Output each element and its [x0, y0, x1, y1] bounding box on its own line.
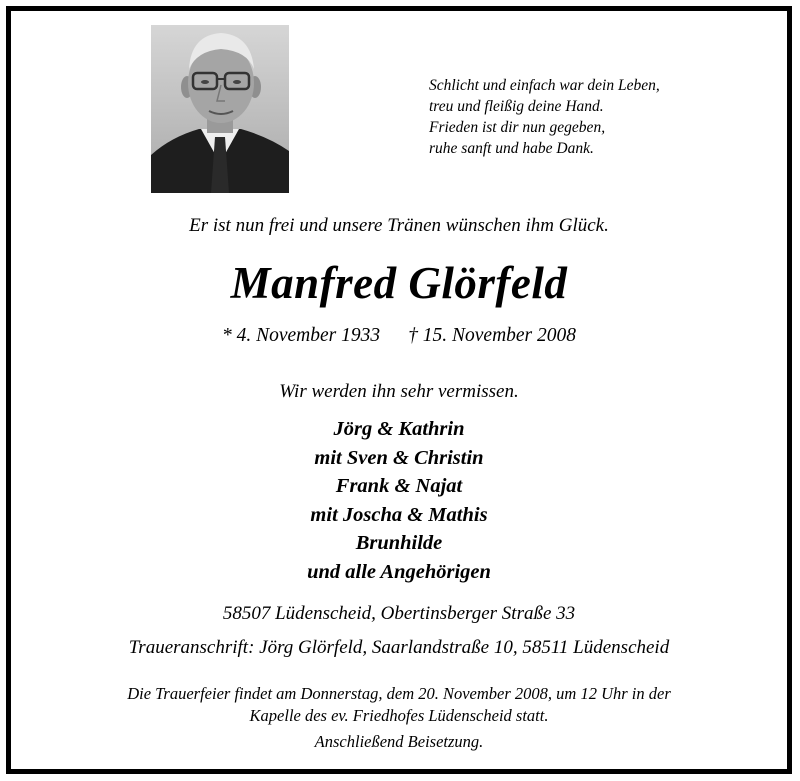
portrait-photo-icon	[151, 25, 289, 193]
mourner-line: und alle Angehörigen	[307, 560, 491, 583]
mourner-line: Frank & Najat	[335, 475, 463, 498]
birth-date: * 4. November 1933	[221, 325, 381, 346]
portrait-photo	[151, 25, 289, 193]
poem-line: Schlicht und einfach war dein Leben,	[429, 77, 660, 94]
service-line: Kapelle des ev. Friedhofes Lüdenscheid statt.	[249, 706, 549, 725]
mourners-list	[11, 415, 787, 587]
poem	[429, 75, 660, 159]
service-line: Die Trauerfeier findet am Donnerstag, dem 20. November 2008, um 12 Uhr in der	[127, 684, 671, 703]
poem-line: treu und fleißig deine Hand.	[429, 98, 604, 115]
mourner-line: mit Sven & Christin	[314, 446, 484, 469]
miss-text: Wir werden ihn sehr vermissen.	[279, 381, 519, 402]
mourner-line: Jörg & Kathrin	[333, 418, 465, 440]
poem-line: ruhe sanft und habe Dank.	[429, 140, 594, 157]
mourner-line: Brunhilde	[355, 532, 443, 555]
mourning-address: Traueranschrift: Jörg Glörfeld, Saarlandstraße 10, 58511 Lüdenscheid	[128, 637, 670, 658]
poem-line: Frieden ist dir nun gegeben,	[429, 119, 606, 136]
residence-address: 58507 Lüdenscheid, Obertinsberger Straße 33	[222, 603, 576, 624]
deceased-name: Manfred Glörfeld	[230, 258, 568, 308]
life-dates	[11, 325, 787, 347]
motto-text: Er ist nun frei und unsere Tränen wünschen ihm Glück.	[189, 215, 609, 236]
mourner-line: mit Joscha & Mathis	[310, 503, 488, 526]
burial-line: Anschließend Beisetzung.	[314, 732, 484, 751]
funeral-service-notice	[11, 683, 787, 753]
death-date: † 15. November 2008	[408, 325, 577, 346]
obituary-frame	[6, 6, 792, 774]
